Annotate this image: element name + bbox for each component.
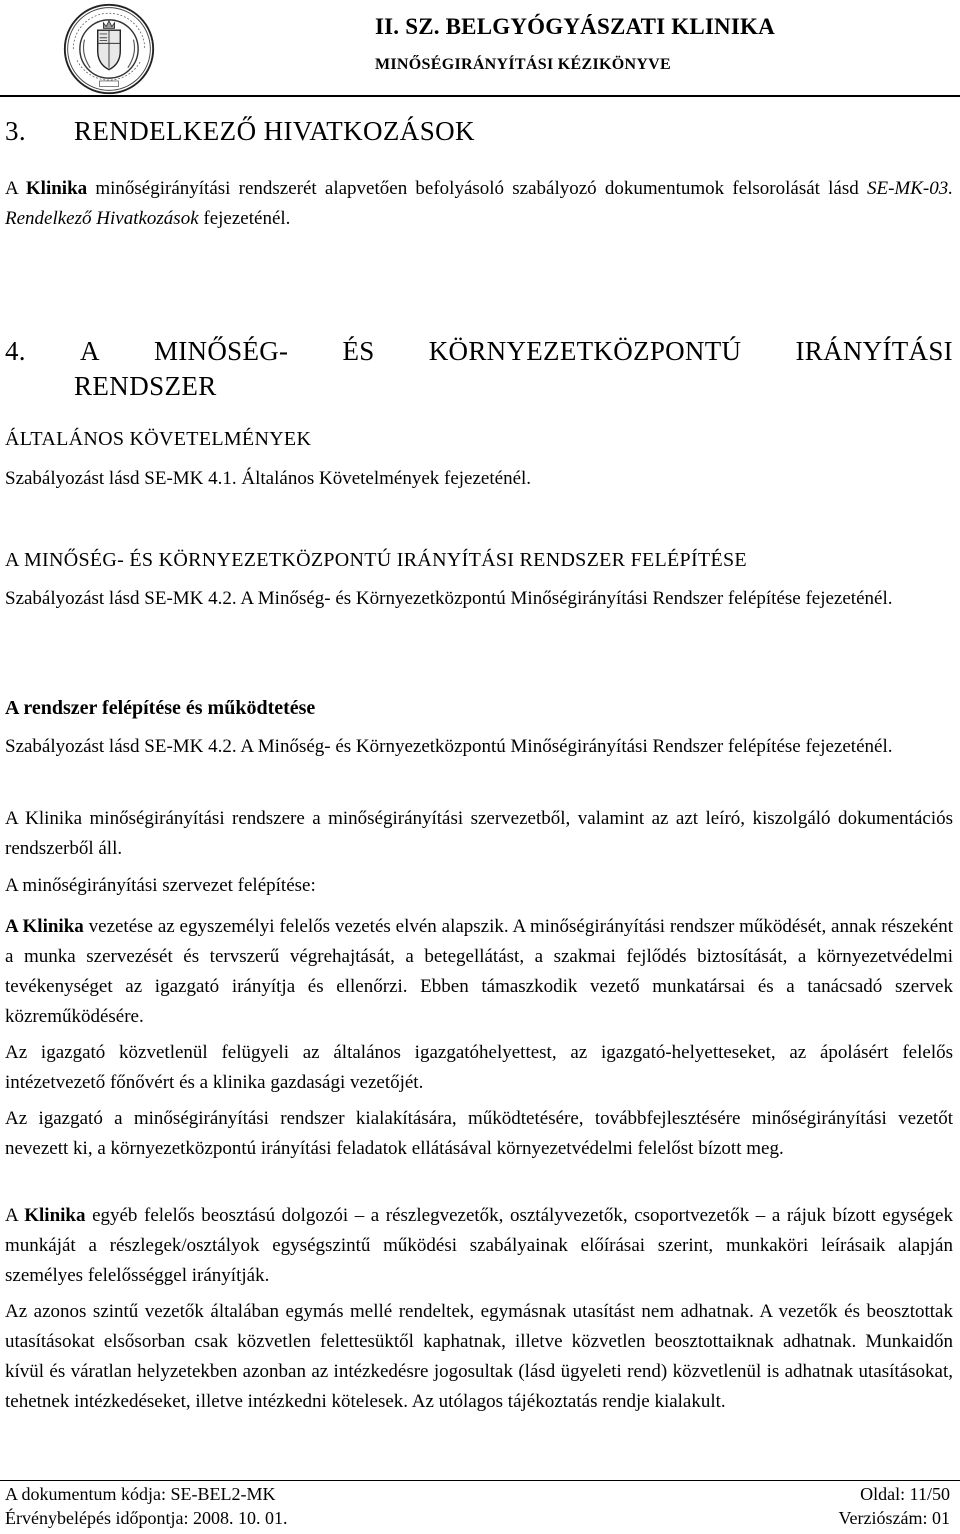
- header-divider: [0, 95, 960, 97]
- klinika-bold: Klinika: [24, 1205, 86, 1226]
- subsection-structure-text: Szabályozást lásd SE-MK 4.2. A Minőség- és Környezetközpontú Minőségirányítási Rendszer felépítése fejezeténél.: [5, 588, 893, 609]
- title-word: IRÁNYÍTÁSI: [795, 336, 953, 366]
- document-code: A dokumentum kódja: SE-BEL2-MK: [5, 1484, 276, 1504]
- manual-subtitle: MINŐSÉGIRÁNYÍTÁSI KÉZIKÖNYVE: [375, 56, 672, 73]
- text-run: A: [5, 1205, 25, 1226]
- title-word: MINŐSÉG-: [153, 336, 289, 366]
- section-3-paragraph: [5, 174, 953, 234]
- subsection-structure-heading: A MINŐSÉG- ÉS KÖRNYEZETKÖZPONTÚ IRÁNYÍTÁSI RENDSZER FELÉPÍTÉSE: [5, 549, 747, 571]
- version-number: Verziószám: 01: [838, 1508, 950, 1528]
- text-run: egyéb felelős beosztású dolgozói – a részlegvezetők, osztályvezetők, csoportvezetők – a rájuk bízott egységek munkáját a részlegek/osztályok egységszintű működési szabályainak előírásai szerint, munkaköri leírásaik alapján személyes felelősséggel irányítják.: [5, 1205, 953, 1286]
- text-run: fejezeténél.: [198, 208, 291, 229]
- paragraph-quality-manager: Az igazgató a minőségirányítási rendszer kialakítására, működtetésére, továbbfejlesztésére minőségirányítási vezetőt nevezett ki, a környezetközpontú irányítási feladatok ellátásával környezetvédelmi felelőst bízott meg.: [5, 1108, 953, 1159]
- paragraph-responsible-staff: [5, 1201, 953, 1291]
- section-number: 4.: [5, 336, 26, 366]
- title-word: ÉS: [342, 336, 375, 366]
- subsection-general-requirements-heading: ÁLTALÁNOS KÖVETELMÉNYEK: [5, 428, 312, 450]
- subsection-operation-text: Szabályozást lásd SE-MK 4.2. A Minőség- és Környezetközpontú Minőségirányítási Rendszer felépítése fejezeténél.: [5, 736, 893, 757]
- paragraph-leadership: [5, 912, 953, 1032]
- section-3-heading: [5, 116, 475, 147]
- page-number: Oldal: 11/50: [860, 1484, 950, 1504]
- klinika-bold: A Klinika: [5, 916, 84, 937]
- title-word: A: [80, 336, 100, 366]
- footer-divider: [0, 1480, 960, 1481]
- section-4-heading-line2: RENDSZER: [74, 371, 217, 401]
- title-word: KÖRNYEZETKÖZPONTÚ: [428, 336, 742, 366]
- reference-italic: SE-MK-03. Rendelkező Hivatkozások: [5, 178, 953, 229]
- paragraph-instructions: Az azonos szintű vezetők általában egymás mellé rendeltek, egymásnak utasítást nem adhatnak. A vezetők és beosztottak utasításokat elsősorban csak közvetlen felettesüktől kaphatnak, illetve közvetlen beosztottaiknak adhatnak. Munkaidőn kívül és váratlan helyzetekben azonban az intézkedésre jogosultak (lásd ügyeleti rend) közvetlenül is adhatnak utasításokat, tehetnek intézkedéseket, illetve intézkedni kötelesek. Az utólagos tájékoztatás rendje kialakult.: [5, 1301, 953, 1412]
- effective-date: Érvénybelépés időpontja: 2008. 10. 01.: [5, 1508, 288, 1528]
- subsection-general-requirements-text: Szabályozást lásd SE-MK 4.1. Általános Követelmények fejezeténél.: [5, 468, 532, 489]
- section-number: 3.: [5, 116, 27, 146]
- paragraph-organization-intro: A minőségirányítási szervezet felépítése:: [5, 875, 316, 896]
- clinic-title: II. SZ. BELGYÓGYÁSZATI KLINIKA: [375, 14, 775, 39]
- paragraph-director-supervision: Az igazgató közvetlenül felügyeli az általános igazgatóhelyettest, az igazgató-helyetteseket, az ápolásért felelős intézetvezető főnővért és a klinika gazdasági vezetőjét.: [5, 1042, 953, 1093]
- page-header: [0, 0, 960, 96]
- klinika-bold: Klinika: [25, 178, 88, 199]
- university-seal-logo: [62, 2, 156, 96]
- section-title: RENDELKEZŐ HIVATKOZÁSOK: [74, 116, 475, 146]
- paragraph-system-composition: A Klinika minőségirányítási rendszere a minőségirányítási szervezetből, valamint az azt leíró, kiszolgáló dokumentációs rendszerből áll.: [5, 808, 953, 859]
- subsection-operation-heading: A rendszer felépítése és működtetése: [5, 697, 316, 719]
- text-run: A: [5, 178, 26, 199]
- section-4-heading: [5, 336, 953, 367]
- text-run: minőségirányítási rendszerét alapvetően befolyásoló szabályozó dokumentumok felsorolását lásd: [87, 178, 867, 199]
- text-run: vezetése az egyszemélyi felelős vezetés elvén alapszik. A minőségirányítási rendszer működését, annak részeként a munka szervezését és tervszerű végrehajtását, a betegellátást, a szakmai fejlődés biztosítását, a környezetvédelmi tevékenységet az igazgató irányítja és ellenőrzi. Ebben támaszkodik vezető munkatársai és a tanácsadó szervek közreműködésére.: [5, 916, 953, 1027]
